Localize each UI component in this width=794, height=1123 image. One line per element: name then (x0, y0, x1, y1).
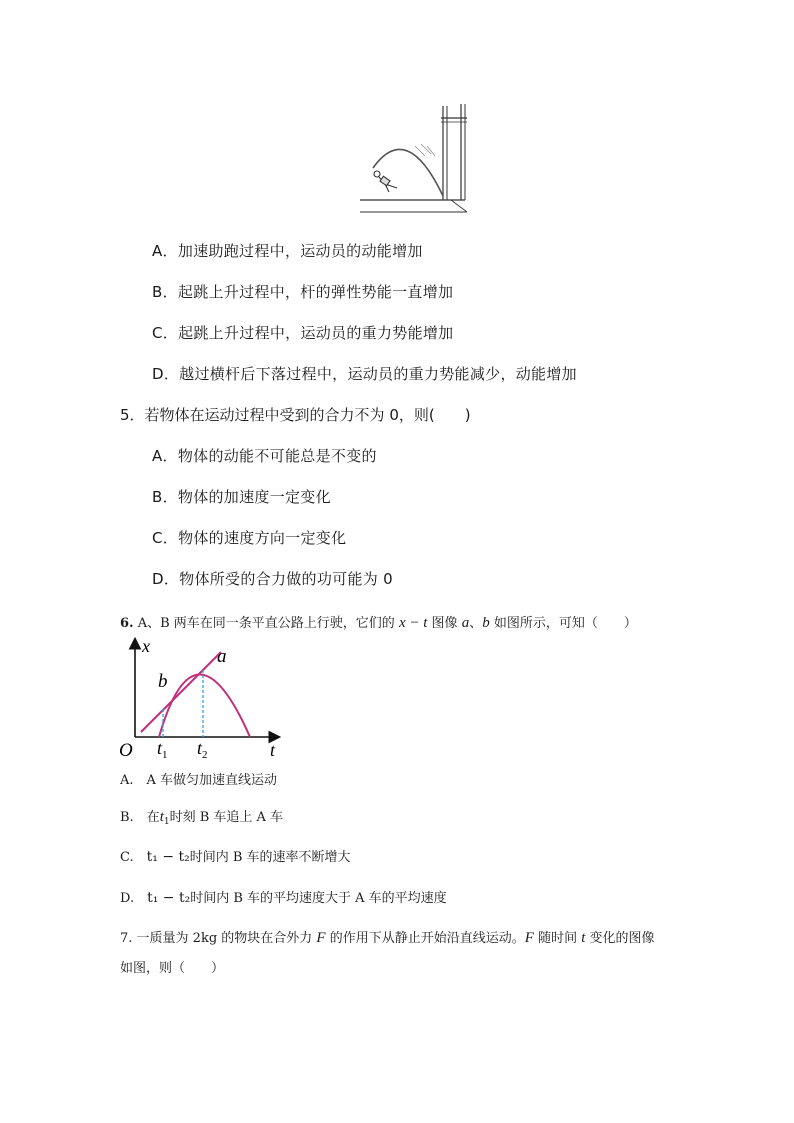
t1-tick-label: $t_1$ (157, 738, 168, 760)
q5-option-b: B．物体的加速度一定变化 (152, 488, 331, 506)
curve-a-label: a (217, 646, 227, 667)
curve-a (159, 675, 250, 738)
q4-option-d: D．越过横杆后下落过程中，运动员的重力势能减少，动能增加 (152, 365, 577, 383)
q4-option-a: A．加速助跑过程中，运动员的动能增加 (152, 242, 423, 260)
pole (373, 149, 443, 196)
q7-stem-line1: 7. 一质量为 2kg 的物块在合外力 F 的作用下从静止开始沿直线运动。F 随时间 t 变化的图像 (120, 930, 655, 946)
q6-option-c: C. t₁ − t₂时间内 B 车的速率不断增大 (120, 849, 351, 865)
y-axis-label: x (142, 636, 150, 656)
q5-option-d: D．物体所受的合力做的功可能为 0 (152, 570, 393, 588)
q6-option-a: A. A 车做匀加速直线运动 (120, 773, 278, 788)
x-axis-label: t (270, 740, 276, 760)
q6-option-b: B. 在$t_1$时刻 B 车追上 A 车 (120, 809, 284, 827)
origin-label: O (119, 740, 133, 760)
q7-stem-line2: 如图，则（ ） (120, 961, 225, 976)
q4-option-c: C．起跳上升过程中，运动员的重力势能增加 (152, 324, 454, 342)
q6-stem: 6. A、B 两车在同一条平直公路上行驶，它们的 x − t 图像 a、b 如图所示，可知（ ） (120, 615, 637, 631)
q5-option-a: A．物体的动能不可能总是不变的 (152, 447, 377, 465)
t2-tick-label: $t_2$ (197, 738, 208, 760)
line-b (141, 652, 221, 732)
q6-xt-graph (115, 632, 290, 760)
q5-stem: 5．若物体在运动过程中受到的合力不为 0，则( ) (120, 406, 471, 424)
athlete (374, 171, 397, 192)
q4-option-b: B．起跳上升过程中，杆的弹性势能一直增加 (152, 283, 454, 301)
q6-option-d: D. t₁ − t₂时间内 B 车的平均速度大于 A 车的平均速度 (120, 890, 447, 906)
curve-b-label: b (158, 671, 168, 692)
q5-option-c: C．物体的速度方向一定变化 (152, 529, 347, 547)
pole-vault-figure (355, 100, 475, 218)
